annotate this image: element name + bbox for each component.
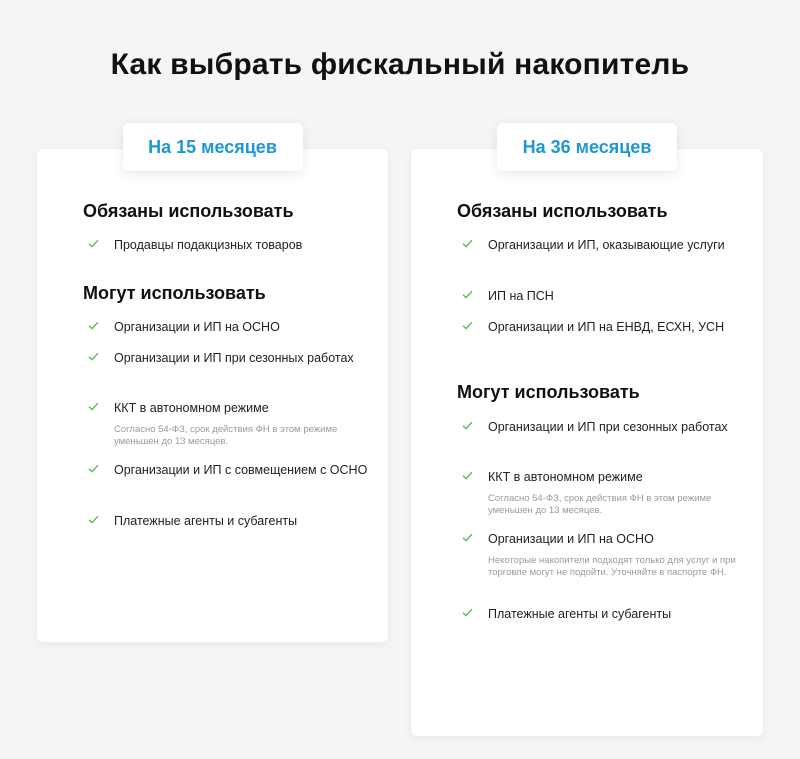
check-icon bbox=[87, 318, 99, 332]
item-text: Продавцы подакцизных товаров bbox=[114, 238, 303, 252]
check-icon bbox=[461, 605, 473, 619]
section-title-required: Обязаны использовать bbox=[457, 201, 668, 221]
item-text: Платежные агенты и субагенты bbox=[488, 607, 672, 621]
list-item bbox=[83, 399, 378, 448]
list-item bbox=[457, 468, 752, 517]
check-icon bbox=[87, 349, 99, 363]
list-item bbox=[457, 530, 752, 579]
check-icon bbox=[87, 399, 99, 413]
item-note: Согласно 54-ФЗ, срок действия ФН в этом режиме уменьшен до 13 месяцев. bbox=[488, 493, 712, 516]
list-item bbox=[457, 605, 752, 624]
item-text: Организации и ИП на ОСНО bbox=[488, 532, 654, 546]
check-icon bbox=[461, 236, 473, 250]
list-item bbox=[83, 349, 378, 368]
check-icon bbox=[461, 318, 473, 332]
list-item bbox=[457, 287, 752, 306]
item-text: Организации и ИП, оказывающие услуги bbox=[488, 238, 725, 252]
list-item bbox=[83, 236, 378, 255]
item-text: Организации и ИП на ЕНВД, ЕСХН, УСН bbox=[488, 320, 725, 334]
item-text: Организации и ИП при сезонных работах bbox=[488, 420, 728, 434]
item-text: Организации и ИП при сезонных работах bbox=[114, 351, 354, 365]
item-text: Организации и ИП с совмещением с ОСНО bbox=[114, 463, 368, 477]
check-icon bbox=[87, 236, 99, 250]
item-text: ИП на ПСН bbox=[488, 289, 554, 303]
check-icon bbox=[461, 530, 473, 544]
item-text: ККТ в автономном режиме bbox=[114, 401, 269, 415]
section-title-optional: Могут использовать bbox=[83, 283, 266, 303]
section-title-required: Обязаны использовать bbox=[83, 201, 294, 221]
check-icon bbox=[87, 461, 99, 475]
fn-card-36-months bbox=[411, 136, 763, 736]
item-text: Платежные агенты и субагенты bbox=[114, 514, 298, 528]
check-icon bbox=[461, 287, 473, 301]
item-note: Некоторые накопители подходят только для услуг и при торговле могут не подойти. Уточняйте в паспорте ФН. bbox=[488, 555, 736, 578]
list-item bbox=[457, 318, 752, 337]
card-tag-36-months: На 36 месяцев bbox=[497, 123, 677, 171]
list-item bbox=[83, 318, 378, 337]
item-note: Согласно 54-ФЗ, срок действия ФН в этом режиме уменьшен до 13 месяцев. bbox=[114, 424, 338, 447]
section-title-optional: Могут использовать bbox=[457, 382, 640, 402]
check-icon bbox=[87, 512, 99, 526]
list-item bbox=[457, 236, 752, 255]
item-text: Организации и ИП на ОСНО bbox=[114, 320, 280, 334]
card-tag-15-months: На 15 месяцев bbox=[123, 123, 303, 171]
page-title: Как выбрать фискальный накопитель bbox=[110, 48, 690, 81]
list-item bbox=[83, 461, 378, 480]
check-icon bbox=[461, 468, 473, 482]
list-item bbox=[457, 418, 752, 437]
item-text: ККТ в автономном режиме bbox=[488, 470, 643, 484]
check-icon bbox=[461, 418, 473, 432]
list-item bbox=[83, 512, 378, 531]
fn-card-15-months bbox=[37, 136, 388, 642]
